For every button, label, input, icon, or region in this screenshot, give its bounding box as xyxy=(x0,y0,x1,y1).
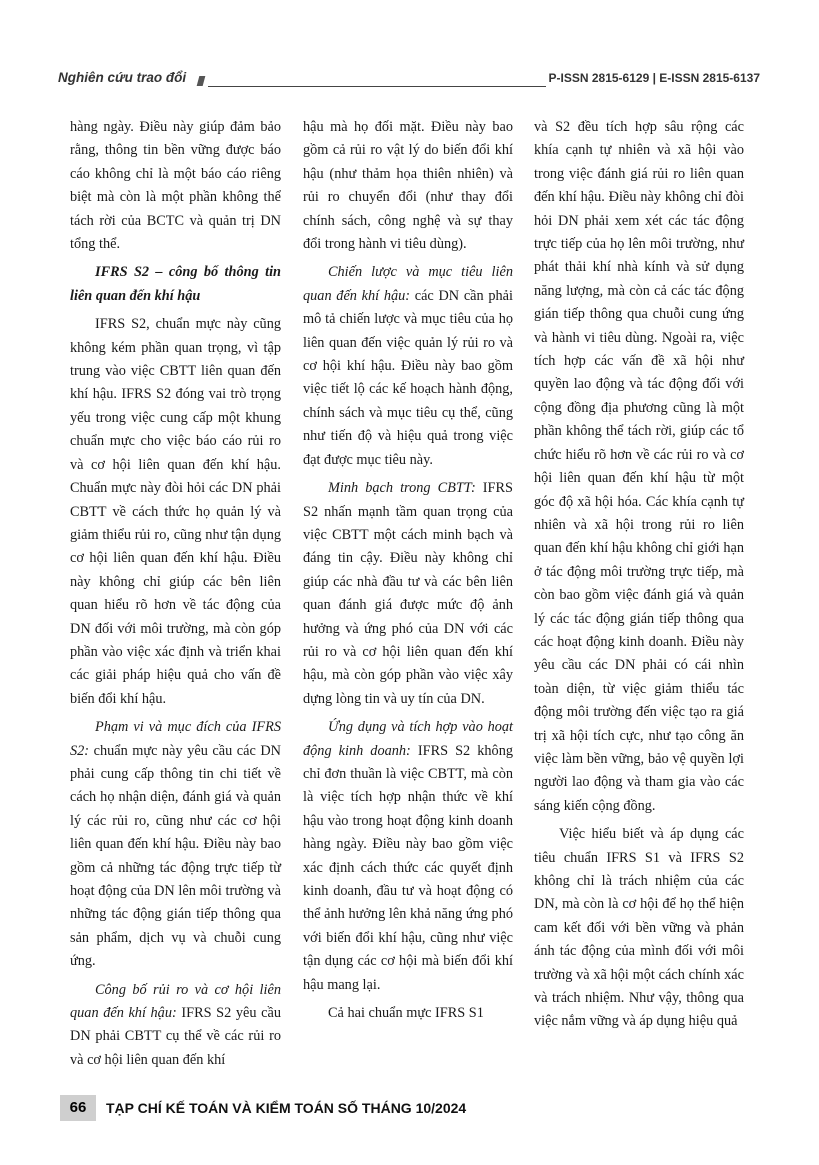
paragraph xyxy=(303,261,513,472)
paragraph-lead: Ứng dụng và tích hợp vào hoạt động kinh doanh: xyxy=(303,719,513,759)
paragraph-body: các DN cần phải mô tả chiến lược và mục tiêu của họ liên quan đến việc quản lý rủi ro và cơ hội khí hậu. Điều này bao gồm việc tiết lộ các kế hoạch hành động, chính sách và mục tiêu cụ thể, cũng như tiến độ và hiệu quả trong việc đạt được mục tiêu này. xyxy=(303,287,513,468)
paragraph-body: IFRS S2 không chỉ đơn thuần là việc CBTT, mà còn là việc tích hợp nhận thức về khí hậu vào trong hoạt động kinh doanh hàng ngày. Điều này bao gồm việc xác định cách thức các quyết định kinh doanh, đầu tư và hoạt động có thể ảnh hưởng lên khả năng ứng phó với biến đổi khí hậu, cũng như việc tận dụng các cơ hội mà biến đổi khí hậu mang lại. xyxy=(303,742,513,993)
paragraph: IFRS S2, chuẩn mực này cũng không kém phần quan trọng, vì tập trung vào việc CBTT liên quan đến khí hậu. IFRS S2 đóng vai trò trọng yếu trong việc cung cấp một khung chuẩn mực cho việc báo cáo rủi ro và cơ hội liên quan đến khí hậu. Chuẩn mực này đòi hỏi các DN phải CBTT về cách thức họ quản lý và giảm thiểu rủi ro, cũng như tận dụng cơ hội liên quan đến khí hậu. Điều này không chỉ giúp các bên liên quan hiểu rõ hơn về tác động của DN đối với môi trường, mà còn góp phần vào việc xác định và triển khai các giải pháp hiệu quả cho vấn đề biến đổi khí hậu. xyxy=(70,316,281,707)
paragraph xyxy=(303,477,513,711)
paragraph: hậu mà họ đối mặt. Điều này bao gồm cả rủi ro vật lý do biến đổi khí hậu (như thảm họa thiên nhiên) và rủi ro chuyển đổi (như thay đổi chính sách, công nghệ và sự thay đổi trong hành vi tiêu dùng). xyxy=(303,119,513,253)
paragraph-lead: Chiến lược và mục tiêu liên quan đến khí hậu: xyxy=(303,264,513,304)
text-column-2 xyxy=(303,116,513,1025)
header-rule xyxy=(208,86,546,87)
paragraph-body: chuẩn mực này yêu cầu các DN phải cung cấp thông tin chi tiết về cách họ nhận diện, đánh giá và quản lý các rủi ro, cũng như các cơ hội liên quan đến khí hậu. Điều này bao gồm cả những tác động trực tiếp từ hoạt động của DN lên môi trường và những tác động gián tiếp thông qua sản phẩm, dịch vụ và chuỗi cung ứng. xyxy=(70,742,281,970)
paragraph-lead: Minh bạch trong CBTT: xyxy=(328,480,476,497)
issn-label: P-ISSN 2815-6129 | E-ISSN 2815-6137 xyxy=(548,71,760,85)
paragraph-lead: Công bố rủi ro và cơ hội liên quan đến khí hậu: xyxy=(70,981,281,1022)
section-heading: IFRS S2 – công bố thông tin liên quan đến khí hậu xyxy=(70,264,281,304)
paragraph-body: IFRS S2 yêu cầu DN phải CBTT cụ thể về các rủi ro và cơ hội liên quan đến khí xyxy=(70,1005,281,1068)
section-label: Nghiên cứu trao đổi xyxy=(58,70,187,85)
text-column-1 xyxy=(70,116,281,1072)
running-header xyxy=(58,70,760,90)
paragraph-lead: Phạm vi và mục đích của IFRS S2: xyxy=(70,719,281,759)
page-number: 66 xyxy=(60,1095,96,1121)
paragraph xyxy=(70,979,281,1073)
paragraph: hàng ngày. Điều này giúp đảm bảo rằng, thông tin bền vững được báo cáo không chỉ là một báo cáo riêng biệt mà còn là một phần không thể tách rời của BCTC và quản trị DN tổng thể. xyxy=(70,119,281,253)
header-accent-bar xyxy=(197,76,206,86)
paragraph: Cả hai chuẩn mực IFRS S1 xyxy=(328,1005,484,1022)
journal-title: TẠP CHÍ KẾ TOÁN VÀ KIỂM TOÁN SỐ THÁNG 10/2024 xyxy=(106,1100,467,1116)
text-column-3 xyxy=(534,116,744,1034)
paragraph xyxy=(303,716,513,997)
paragraph: và S2 đều tích hợp sâu rộng các khía cạnh tự nhiên và xã hội vào trong việc đánh giá rủi ro liên quan đến khí hậu. Điều này không chỉ đòi hỏi DN phải xem xét các tác động trực tiếp của họ lên môi trường, như phát thải khí nhà kính và sử dụng năng lượng, mà còn cả các tác động gián tiếp thông qua chuỗi cung ứng và hành vi tiêu dùng. Ngoài ra, việc tích hợp các vấn đề xã hội như quyền lao động và tác động đối với cộng đồng địa phương cũng là một phần không thể tách rời, giúp các tổ chức hiểu rõ hơn về các rủi ro và cơ hội liên quan đến khí hậu từ một góc độ xã hội hóa. Các khía cạnh tự nhiên và xã hội trong rủi ro liên quan đến khí hậu không chỉ giới hạn ở tác động môi trường trực tiếp, mà còn bao gồm việc đánh giá và quản lý các tác động gián tiếp thông qua các hoạt động kinh doanh. Điều này yêu cầu các DN phải có cái nhìn toàn diện, từ việc giảm thiểu tác động môi trường đến việc tạo ra giá trị xã hội tích cực, như tạo công ăn việc làm bền vững, bảo vệ quyền lợi người lao động và tham gia vào các sáng kiến cộng đồng. xyxy=(534,119,744,814)
paragraph-body: IFRS S2 nhấn mạnh tầm quan trọng của việc CBTT một cách minh bạch và đáng tin cậy. Điều này không chỉ giúp các nhà đầu tư và các bên liên quan đánh giá được mức độ ảnh hưởng và ứng phó của DN với các rủi ro và cơ hội liên quan đến khí hậu, mà còn góp phần vào việc xây dựng lòng tin và uy tín của DN. xyxy=(303,480,513,707)
paragraph: Việc hiểu biết và áp dụng các tiêu chuẩn IFRS S1 và IFRS S2 không chỉ là trách nhiệm của các DN, mà còn là cơ hội để họ thể hiện cam kết đối với bền vững và phản ánh tác động của mình đối với môi trường và xã hội một cách chính xác và trách nhiệm. Như vậy, thông qua việc nắm vững và áp dụng hiệu quả xyxy=(534,826,744,1030)
paragraph xyxy=(70,716,281,973)
